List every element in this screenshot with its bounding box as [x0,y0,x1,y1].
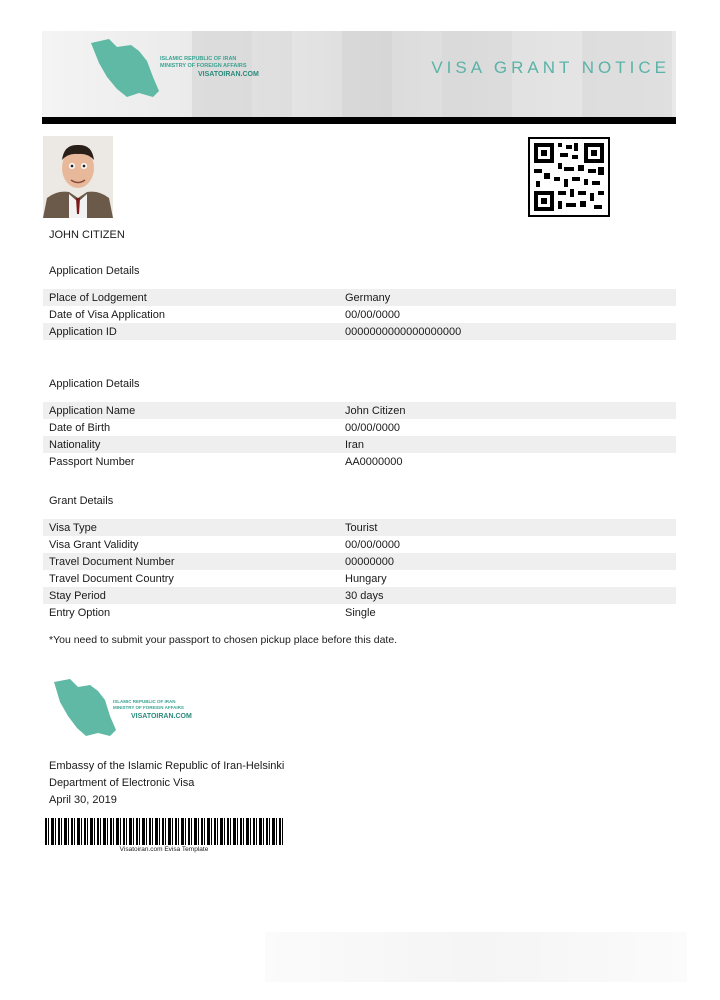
iran-map-icon [87,37,167,107]
table-row [43,453,676,470]
faded-watermark [265,932,687,982]
table-row [43,570,676,587]
barcode [45,818,283,845]
row-value: 0000000000000000000 [345,325,462,338]
footer-logo-line1: ISLAMIC REPUBLIC OF IRAN [113,699,176,704]
row-value: Iran [345,438,364,451]
footer-iran-map-icon [50,678,122,746]
table-row [43,323,676,340]
row-label: Visa Grant Validity [49,538,139,551]
table-row [43,587,676,604]
barcode-caption: Visatoiran.com Evisa Template [119,846,209,853]
row-value: John Citizen [345,404,406,417]
application-details-table [43,289,676,340]
grant-details-table [43,519,676,621]
department-name: Department of Electronic Visa [49,777,195,789]
qr-code [528,137,610,217]
row-label: Application ID [49,325,117,338]
row-label: Stay Period [49,589,106,602]
header-logo-line1: ISLAMIC REPUBLIC OF IRAN [160,56,237,62]
table-row [43,306,676,323]
table-row [43,289,676,306]
row-label: Place of Lodgement [49,291,147,304]
row-value: 00000000 [345,555,394,568]
table-row [43,604,676,621]
row-label: Nationality [49,438,101,451]
table-row [43,436,676,453]
footer-logo-line2: MINISTRY OF FOREIGN AFFAIRS [113,705,184,710]
row-label: Travel Document Number [49,555,175,568]
table-row [43,419,676,436]
row-label: Passport Number [49,455,135,468]
row-value: Germany [345,291,391,304]
row-value: Hungary [345,572,387,585]
document-title: VISA GRANT NOTICE [431,58,670,77]
embassy-name: Embassy of the Islamic Republic of Iran-Helsinki [49,760,285,772]
header-logo-line2: MINISTRY OF FOREIGN AFFAIRS [160,63,247,69]
applicant-details-table [43,402,676,470]
row-label: Visa Type [49,521,97,534]
row-label: Application Name [49,404,136,417]
row-label: Travel Document Country [49,572,174,585]
row-label: Date of Visa Application [49,308,165,321]
row-value: AA0000000 [345,455,403,468]
row-value: 00/00/0000 [345,308,401,321]
issue-date: April 30, 2019 [49,794,117,806]
table-row [43,519,676,536]
row-value: Tourist [345,521,378,534]
table-row [43,553,676,570]
header-logo-site: VISATOIRAN.COM [198,71,259,78]
row-label: Entry Option [49,606,111,619]
row-value: 00/00/0000 [345,538,401,551]
row-value: 00/00/0000 [345,421,401,434]
row-value: Single [345,606,376,619]
footer-logo-site: VISATOIRAN.COM [131,713,192,720]
section-application-details-title: Application Details [49,265,140,277]
section-applicant-details-title: Application Details [49,378,140,390]
row-label: Date of Birth [49,421,111,434]
applicant-photo [43,136,113,218]
section-grant-details-title: Grant Details [49,495,114,507]
table-row [43,536,676,553]
table-row [43,402,676,419]
pickup-note: *You need to submit your passport to chosen pickup place before this date. [49,634,398,646]
row-value: 30 days [345,589,384,602]
header-divider [42,117,676,124]
applicant-name: JOHN CITIZEN [49,229,125,241]
